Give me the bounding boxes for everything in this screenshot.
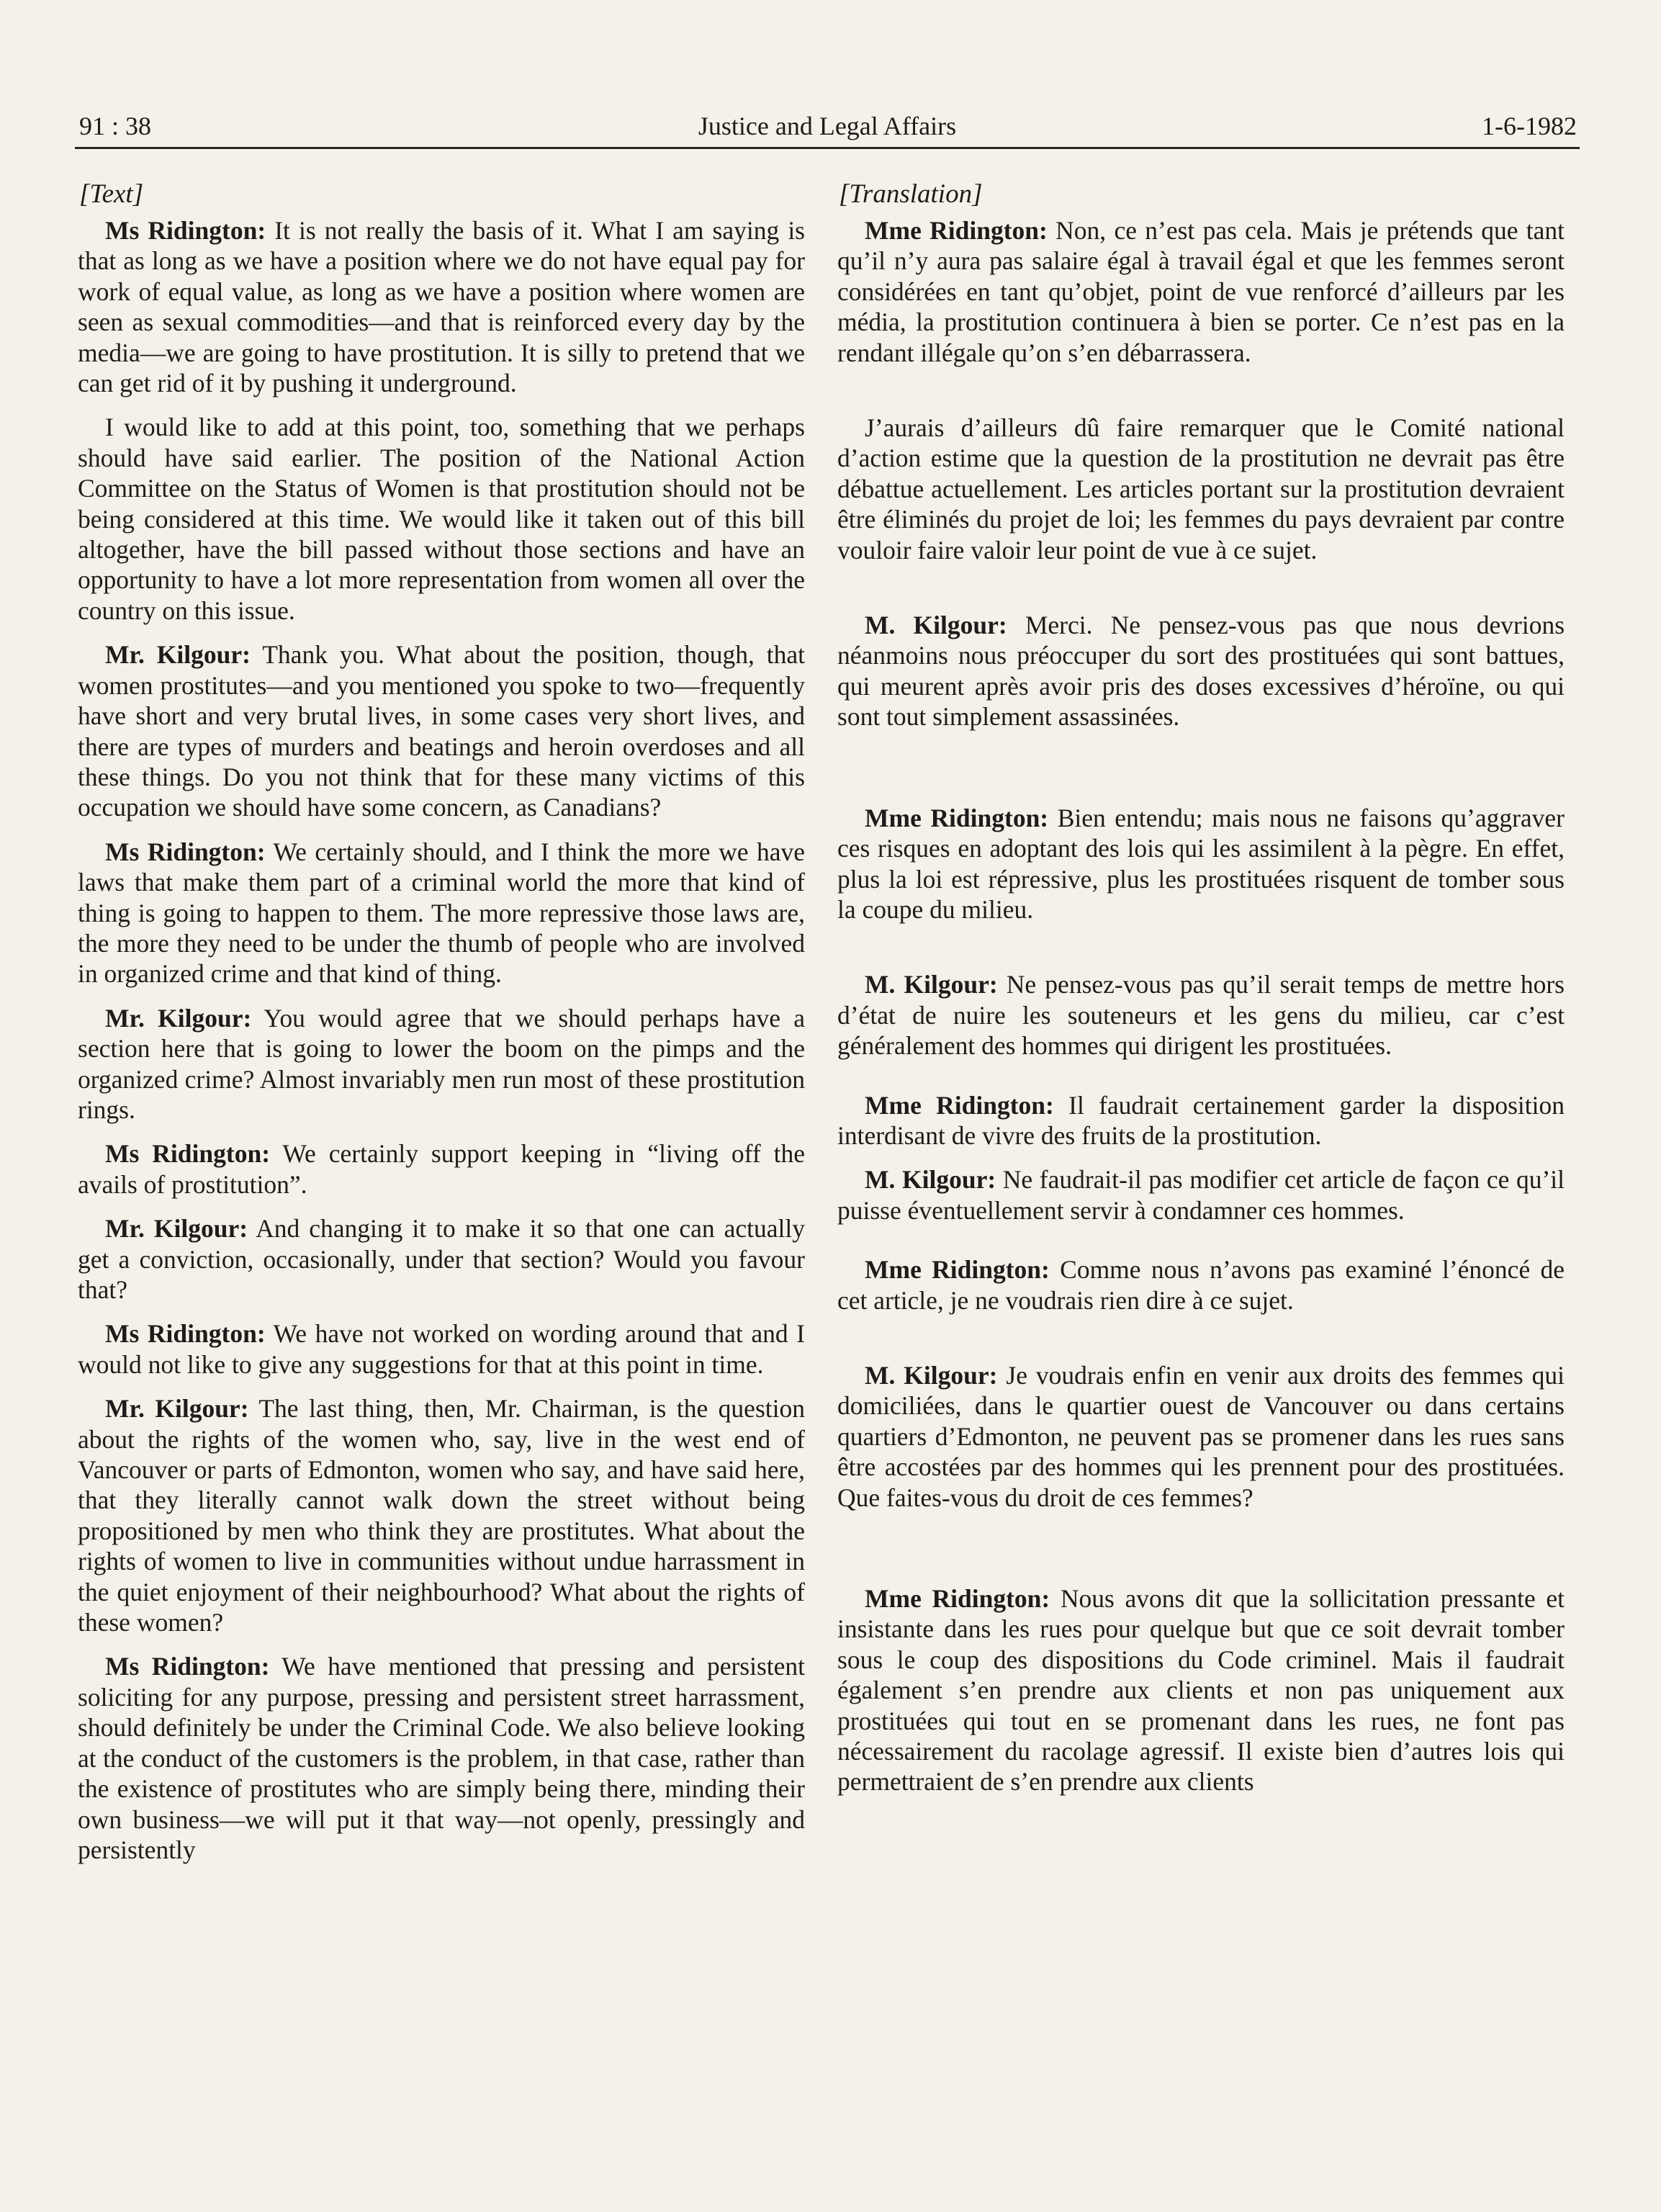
paragraph — [78, 1651, 805, 1865]
translation-column — [837, 179, 1565, 1797]
speaker-name: Mr. Kilgour: — [105, 1003, 252, 1033]
paragraph — [78, 639, 805, 822]
paragraph-text: Comme nous n’avons pas examiné l’énoncé de cet article, je ne voudrais rien dire à ce sujet. — [837, 1255, 1565, 1315]
speaker-name: M. Kilgour: — [865, 970, 998, 999]
paragraph-text: Bien entendu; mais nous ne faisons qu’aggraver ces risques en adoptant des lois qui les assimilent à la pègre. En effet, plus la loi est répressive, plus les prostituées risquent de tomber sous la coupe du milieu. — [837, 803, 1565, 924]
speaker-name: Mr. Kilgour: — [105, 1394, 249, 1424]
speaker-name: Mme Ridington: — [865, 1255, 1050, 1285]
paragraph — [837, 215, 1565, 368]
paragraph — [837, 803, 1565, 925]
speaker-name: Ms Ridington: — [105, 1652, 270, 1681]
paragraph-text: You would agree that we should perhaps have a section here that is going to lower the boom on the pimps and the organized crime? Almost invariably men run most of these prostitution rings. — [78, 1003, 805, 1124]
paragraph-text: Non, ce n’est pas cela. Mais je prétends que tant qu’il n’y aura pas salaire égal à travail égal et que les femmes seront considérées en tant qu’objet, point de vue renforcé d’ailleurs par les média, la prostitution continuera à bien se porter. Ce n’est pas en la rendant illégale qu’on s’en débarrassera. — [837, 216, 1565, 367]
paragraph — [837, 1360, 1565, 1513]
paragraph-text: Je voudrais enfin en venir aux droits des femmes qui domiciliées, dans le quartier ouest de Vancouver ou dans certains quartiers d’Edmonton, ne peuvent pas se promener dans les rues sans être accostées par des hommes qui les prennent pour des prostituées. Que faites-vous du droit de ces femmes? — [837, 1360, 1565, 1512]
speaker-name: M. Kilgour: — [865, 1360, 998, 1390]
speaker-name: M. Kilgour: — [865, 1165, 996, 1195]
speaker-name: Ms Ridington: — [105, 216, 266, 245]
speaker-name: Ms Ridington: — [105, 837, 266, 866]
paragraph — [78, 1003, 805, 1125]
paragraph — [78, 1318, 805, 1380]
paragraph-text: And changing it to make it so that one can actually get a conviction, occasionally, under that section? Would you favour that? — [78, 1214, 805, 1304]
speaker-name: Mme Ridington: — [865, 803, 1049, 832]
paragraph-text: Nous avons dit que la sollicitation pressante et insistante dans les rues pour quelque but que ce soit devrait tomber sous le coup des dispositions du Code criminel. Mais il faudrait également s’en prendre aux clients et non pas uniquement aux prostituées qui tout en se promenant dans les rues, ne font pas nécessairement du racolage agressif. Il existe bien d’autres lois qui permettraient de s’en prendre aux clients — [837, 1584, 1565, 1797]
speaker-name: M. Kilgour: — [865, 611, 1007, 640]
paragraph-text: We have mentioned that pressing and persistent soliciting for any purpose, pressing and persistent street harrassment, should definitely be under the Criminal Code. We also believe looking at the conduct of the customers is the problem, in that case, rather than the existence of prostitutes who are simply being there, minding their own business—we will put it that way—not openly, pressingly and persistently — [78, 1652, 806, 1864]
english-column — [78, 179, 805, 1865]
header-title: Justice and Legal Affairs — [698, 112, 957, 140]
speaker-name: Mme Ridington: — [865, 1090, 1054, 1120]
speaker-name: Mr. Kilgour: — [105, 640, 251, 670]
paragraph — [78, 1213, 805, 1305]
paragraph-text: We certainly support keeping in “living off the avails of prostitution”. — [78, 1139, 806, 1199]
running-header — [75, 108, 1580, 149]
paragraph — [837, 1090, 1565, 1151]
paragraph-text: We have not worked on wording around that and I would not like to give any suggestions for that at this point in time. — [78, 1319, 805, 1379]
paragraph — [837, 1583, 1565, 1797]
header-date: 1-6-1982 — [1482, 112, 1577, 140]
paragraph-text: Merci. Ne pensez-vous pas que nous devrions néanmoins nous préoccuper du sort des prostituées qui sont battues, qui meurent après avoir pris des doses excessives d’héroïne, ou qui sont tout simplement assassinées. — [837, 611, 1565, 732]
paragraph — [837, 1164, 1565, 1226]
paragraph-text: Ne faudrait-il pas modifier cet article de façon ce qu’il puisse éventuellement servir à condamner ces hommes. — [837, 1165, 1565, 1225]
speaker-name: Ms Ridington: — [105, 1139, 271, 1169]
paragraph — [837, 1254, 1565, 1316]
paragraph-text: I would like to add at this point, too, something that we perhaps should have said earlier. The position of the National Action Committee on the Status of Women is that prostitution should not be being considered at this time. We would like it taken out of this bill altogether, have the bill passed without those sections and have an opportunity to have a lot more representation from women all over the country on this issue. — [78, 413, 805, 625]
paragraph — [78, 215, 805, 398]
speaker-name: Ms Ridington: — [105, 1319, 266, 1349]
paragraph-text: J’aurais d’ailleurs dû faire remarquer que le Comité national d’action estime que la question de la prostitution ne devrait pas être débattue actuellement. Les articles portant sur la prostitution devraient être éliminés du projet de loi; les femmes du pays devraient par contre vouloir faire valoir leur point de vue à ce sujet. — [837, 413, 1565, 565]
paragraph-text: The last thing, then, Mr. Chairman, is the question about the rights of the women who, say, live in the west end of Vancouver or parts of Edmonton, women who say, and have said here, that they literally cannot walk down the street without being propositioned by men who think they are prostitutes. What about the rights of women to live in communities without undue harrassment in the quiet enjoyment of their neighbourhood? What about the rights of these women? — [78, 1394, 805, 1637]
paragraph — [78, 412, 805, 626]
speaker-name: Mr. Kilgour: — [105, 1214, 248, 1244]
translation-label: [Translation] — [839, 179, 983, 209]
paragraph — [837, 413, 1565, 565]
page-number: 91 : 38 — [79, 112, 152, 140]
paragraph-text: Il faudrait certainement garder la disposition interdisant de vivre des fruits de la prostitution. — [837, 1090, 1565, 1150]
text-label: [Text] — [79, 179, 144, 209]
paragraph — [837, 969, 1565, 1061]
paragraph — [837, 610, 1565, 732]
speaker-name: Mme Ridington: — [865, 1584, 1050, 1613]
paragraph-text: We certainly should, and I think the more we have laws that make them part of a criminal world the more that kind of thing is going to happen to them. The more repressive those laws are, the more they need to be under the thumb of people who are involved in organized crime and that kind of thing. — [78, 837, 805, 989]
paragraph — [78, 837, 805, 989]
paragraph — [78, 1138, 805, 1200]
speaker-name: Mme Ridington: — [865, 216, 1048, 245]
paragraph-text: It is not really the basis of it. What I am saying is that as long as we have a position where we do not have equal pay for work of equal value, as long as we have a position where women are seen as sexual commodities—and that is reinforced every day by the media—we are going to have prostitution. It is silly to pretend that we can get rid of it by pushing it underground. — [78, 216, 805, 398]
paragraph-text: Thank you. What about the position, though, that women prostitutes—and you mentioned you spoke to two—frequently have short and very brutal lives, in some cases very short lives, and there are types of murders and beatings and heroin overdoses and all these things. Do you not think that for these many victims of this occupation we should have some concern, as Canadians? — [78, 640, 805, 822]
paragraph-text: Ne pensez-vous pas qu’il serait temps de mettre hors d’état de nuire les souteneurs et les gens du milieu, car c’est généralement des hommes qui dirigent les prostituées. — [837, 970, 1565, 1061]
paragraph — [78, 1393, 805, 1637]
